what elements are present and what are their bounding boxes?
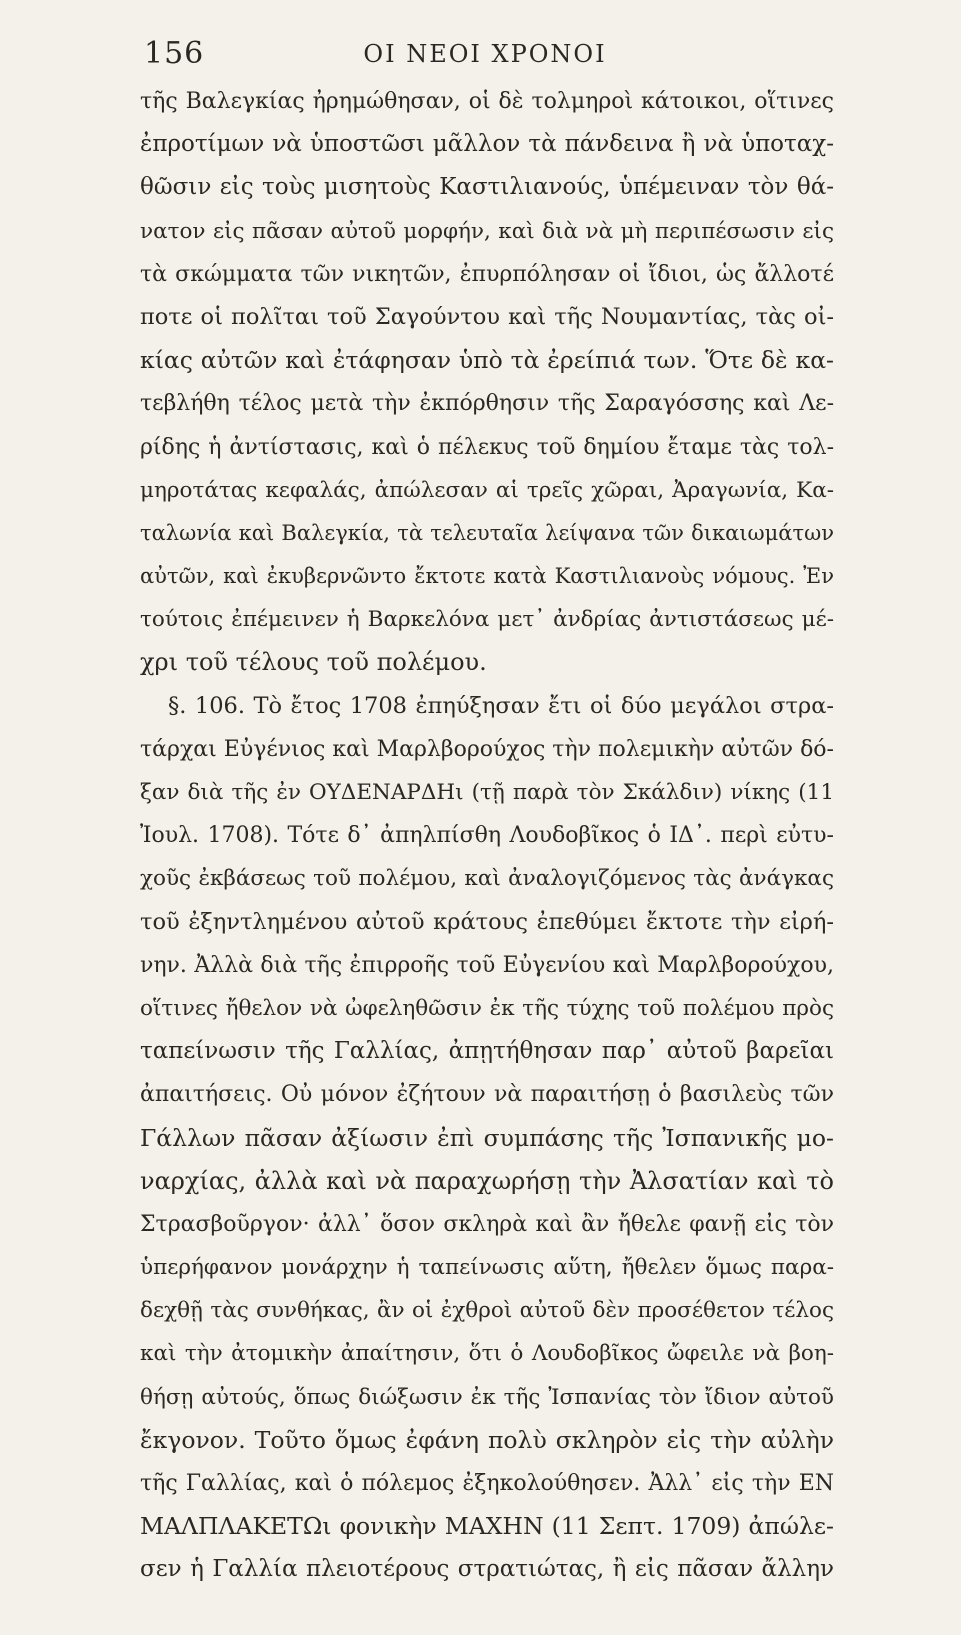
text-line: χοῦς ἐκβάσεως τοῦ πολέμου, καὶ ἀναλογιζόμενος τὰς ἀνάγκας xyxy=(140,866,834,892)
text-line: Ἰουλ. 1708). Τότε δ᾽ ἀπηλπίσθη Λουδοβῖκος ὁ ΙΔ᾽. περὶ εὐτυ- xyxy=(140,823,834,849)
running-title: ΟΙ ΝΕΟΙ ΧΡΟΝΟΙ xyxy=(363,40,607,68)
text-line: Γάλλων πᾶσαν ἀξίωσιν ἐπὶ συμπάσης τῆς Ἰσπανικῆς μο- xyxy=(140,1123,834,1152)
text-line: τὰ σκώμματα τῶν νικητῶν, ἐπυρπόλησαν οἱ ἴδιοι, ὡς ἄλλοτέ xyxy=(140,261,834,287)
text-line: καὶ τὴν ἀτομικὴν ἀπαίτησιν, ὅτι ὁ Λουδοβῖκος ὤφειλε νὰ βοη- xyxy=(140,1341,834,1367)
text-line: ΜΑΛΠΛΑΚΕΤΩι φονικὴν ΜΑΧΗΝ (11 Σεπτ. 1709) ἀπώλε- xyxy=(140,1512,834,1541)
text-line: ξαν διὰ τῆς ἐν ΟΥΔΕΝΑΡΔΗι (τῇ παρὰ τὸν Σκάλδιν) νίκης (11 xyxy=(140,780,834,805)
text-line: τῆς Γαλλίας, καὶ ὁ πόλεμος ἐξηκολούθησεν. Ἀλλ᾽ εἰς τὴν ΕΝ xyxy=(140,1471,834,1496)
page-header xyxy=(140,36,830,76)
text-line: ναρχίας, ἀλλὰ καὶ νὰ παραχωρήσῃ τὴν Ἀλσατίαν καὶ τὸ xyxy=(140,1166,834,1195)
text-line: ἀπαιτήσεις. Οὐ μόνον ἐζήτουν νὰ παραιτήσῃ ὁ βασιλεὺς τῶν xyxy=(140,1082,834,1108)
text-line: κίας αὐτῶν καὶ ἐτάφησαν ὑπὸ τὰ ἐρείπιά των. Ὅτε δὲ κα- xyxy=(140,346,834,375)
text-line: ταπείνωσιν τῆς Γαλλίας, ἀπῃτήθησαν παρ᾽ αὐτοῦ βαρεῖαι xyxy=(140,1038,834,1065)
text-line: θῶσιν εἰς τοὺς μισητοὺς Καστιλιανούς, ὑπέμειναν τὸν θά- xyxy=(140,174,834,201)
text-line: αὐτῶν, καὶ ἐκυβερνῶντο ἔκτοτε κατὰ Καστιλιανοὺς νόμους. Ἐν xyxy=(140,564,834,589)
text-line: τάρχαι Εὐγένιος καὶ Μαρλβορούχος τὴν πολεμικὴν αὐτῶν δό- xyxy=(140,736,834,762)
text-line: χρι τοῦ τέλους τοῦ πολέμου. xyxy=(140,648,487,677)
text-line xyxy=(140,1592,834,1635)
text-line: ἐπροτίμων νὰ ὑποστῶσι μᾶλλον τὰ πάνδεινα ἢ νὰ ὑποταχ- xyxy=(140,131,834,158)
body-text xyxy=(140,80,834,1635)
section-heading-line: §. 106. Τὸ ἔτος 1708 ἐπηύξησαν ἔτι οἱ δύο μεγάλοι στρα- xyxy=(168,692,834,719)
text-line: Στρασβοῦργον· ἀλλ᾽ ὅσον σκληρὰ καὶ ἂν ἤθελε φανῇ εἰς τὸν xyxy=(140,1211,834,1237)
text-line: ποτε οἱ πολῖται τοῦ Σαγούντου καὶ τῆς Νουμαντίας, τὰς οἰ- xyxy=(140,303,834,330)
text-line: ρίδης ἡ ἀντίστασις, καὶ ὁ πέλεκυς τοῦ δημίου ἔταμε τὰς τολ- xyxy=(140,434,834,460)
text-line: τεβλήθη τέλος μετὰ τὴν ἐκπόρθησιν τῆς Σαραγόσσης καὶ Λε- xyxy=(140,391,834,417)
text-line: νατον εἰς πᾶσαν αὐτοῦ μορφήν, καὶ διὰ νὰ μὴ περιπέσωσιν εἰς xyxy=(140,218,834,244)
text-line: τούτοις ἐπέμεινεν ἡ Βαρκελόνα μετ᾽ ἀνδρίας ἀντιστάσεως μέ- xyxy=(140,607,834,633)
text-line: σεν ἡ Γαλλία πλειοτέρους στρατιώτας, ἢ εἰς πᾶσαν ἄλλην xyxy=(140,1556,834,1583)
text-line: τοῦ ἐξηντλημένου αὐτοῦ κράτους ἐπεθύμει ἔκτοτε τὴν εἰρή- xyxy=(140,908,834,935)
text-line: μηροτάτας κεφαλάς, ἀπώλεσαν αἱ τρεῖς χῶραι, Ἀραγωνία, Κα- xyxy=(140,477,834,503)
text-line: ὑπερήφανον μονάρχην ἡ ταπείνωσις αὕτη, ἤθελεν ὅμως παρα- xyxy=(140,1255,834,1281)
text-line: τῆς Βαλεγκίας ἠρημώθησαν, οἱ δὲ τολμηροὶ κάτοικοι, οἵτινες xyxy=(140,89,834,114)
text-line: δεχθῇ τὰς συνθήκας, ἂν οἱ ἐχθροὶ αὐτοῦ δὲν προσέθετον τέλος xyxy=(140,1298,834,1324)
text-line: ταλωνία καὶ Βαλεγκία, τὰ τελευταῖα λείψανα τῶν δικαιωμάτων xyxy=(140,520,834,545)
text-line: οἵτινες ἤθελον νὰ ὠφεληθῶσιν ἐκ τῆς τύχης τοῦ πολέμου πρὸς xyxy=(140,995,834,1021)
page-number: 156 xyxy=(144,36,205,71)
text-line: ἔκγονον. Τοῦτο ὅμως ἐφάνη πολὺ σκληρὸν εἰς τὴν αὐλὴν xyxy=(140,1425,834,1454)
text-line: θήσῃ αὐτούς, ὅπως διώξωσιν ἐκ τῆς Ἰσπανίας τὸν ἴδιον αὐτοῦ xyxy=(140,1384,834,1410)
text-line: νην. Ἀλλὰ διὰ τῆς ἐπιρροῆς τοῦ Εὐγενίου καὶ Μαρλβορούχου, xyxy=(140,952,834,978)
